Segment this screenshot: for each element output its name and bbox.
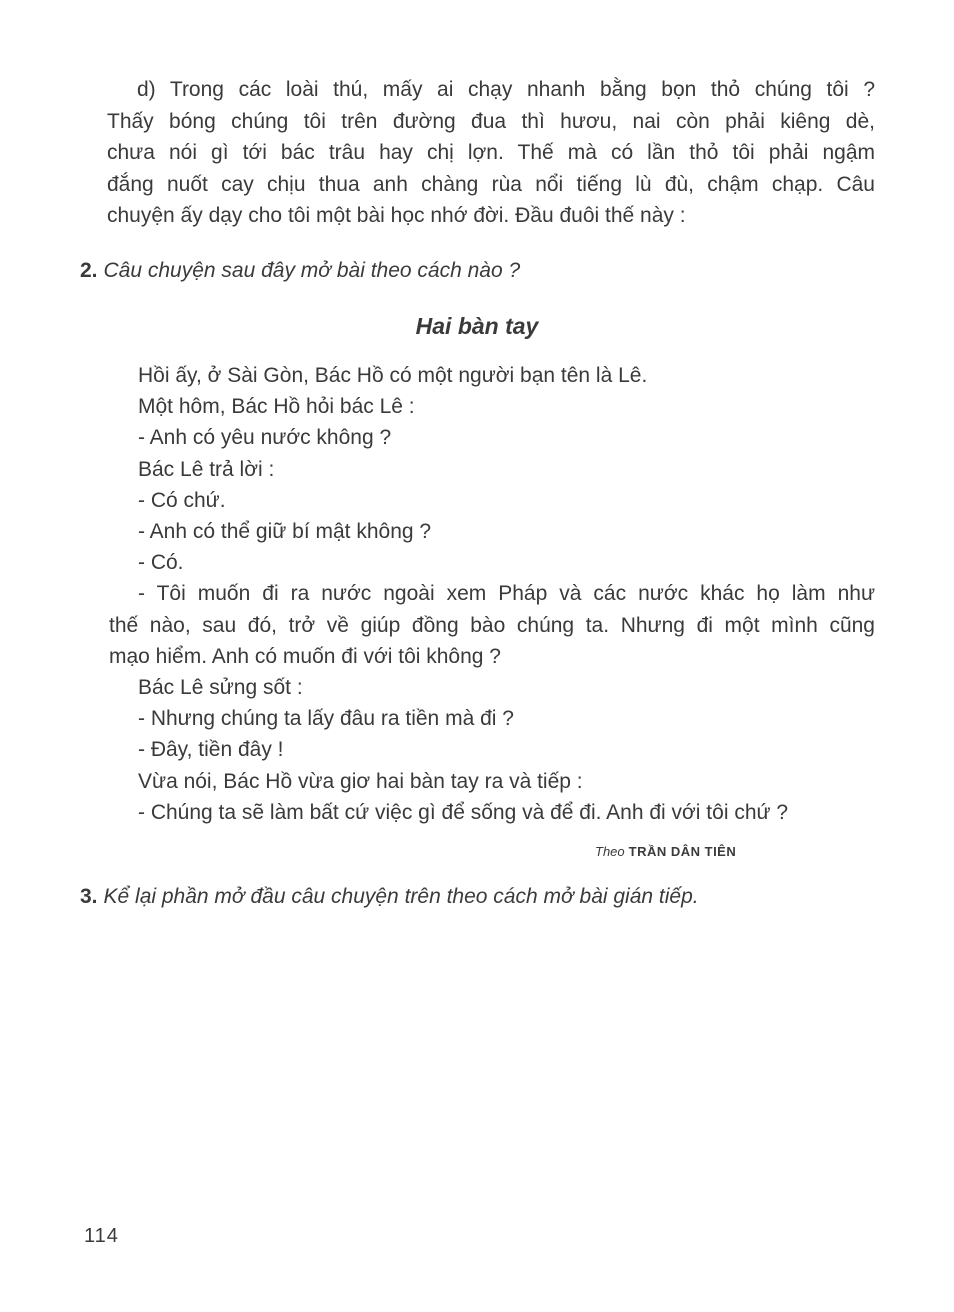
paragraph-d-line: Thấy bóng chúng tôi trên đường đua thì hươu, nai còn phải kiêng dè, [107, 109, 875, 133]
story-source [595, 842, 736, 862]
paragraph-d-line: chuyện ấy dạy cho tôi một bài học nhớ đời. Đầu đuôi thế này : [107, 204, 686, 227]
story-line: Hồi ấy, ở Sài Gòn, Bác Hồ có một người bạn tên là Lê. [138, 364, 648, 387]
question-3-text: Kể lại phần mở đầu câu chuyện trên theo cách mở bài gián tiếp. [103, 885, 699, 908]
page-number: 114 [84, 1225, 119, 1247]
story-line: - Đây, tiền đây ! [138, 738, 284, 762]
question-2-number: 2. [80, 259, 98, 282]
story-line: Vừa nói, Bác Hồ vừa giơ hai bàn tay ra và tiếp : [138, 769, 583, 793]
story-line: - Chúng ta sẽ làm bất cứ việc gì để sống và để đi. Anh đi với tôi chứ ? [138, 800, 789, 824]
story-line: - Anh có yêu nước không ? [138, 426, 392, 450]
source-author: TRẦN DÂN TIÊN [628, 844, 737, 859]
paragraph-d [107, 74, 875, 232]
question-2 [80, 256, 520, 286]
story-line: - Anh có thể giữ bí mật không ? [138, 520, 432, 544]
story-line: - Có chứ. [138, 488, 226, 512]
story-line: - Nhưng chúng ta lấy đâu ra tiền mà đi ? [138, 707, 514, 731]
story-line: mạo hiểm. Anh có muốn đi với tôi không ? [109, 644, 501, 668]
paragraph-d-line: d) Trong các loài thú, mấy ai chạy nhanh bằng bọn thỏ chúng tôi ? [137, 78, 875, 101]
question-2-text: Câu chuyện sau đây mở bài theo cách nào ? [103, 259, 521, 282]
story-title: Hai bàn tay [415, 313, 539, 339]
story-line: thế nào, sau đó, trở về giúp đồng bào chúng ta. Nhưng đi một mình cũng [109, 613, 875, 637]
story-body [109, 360, 875, 828]
question-3 [80, 882, 699, 912]
question-3-number: 3. [80, 885, 98, 908]
story-line: Một hôm, Bác Hồ hỏi bác Lê : [138, 395, 415, 419]
paragraph-d-line: chưa nói gì tới bác trâu hay chị lợn. Thế mà có lần thỏ tôi phải ngậm [107, 141, 875, 164]
paragraph-d-line: đắng nuốt cay chịu thua anh chàng rùa nổi tiếng lù đù, chậm chạp. Câu [107, 172, 875, 196]
story-line: - Có. [138, 551, 184, 575]
story-line: - Tôi muốn đi ra nước ngoài xem Pháp và các nước khác họ làm như [138, 582, 875, 606]
story-line: Bác Lê sửng sốt : [138, 676, 303, 700]
story-line: Bác Lê trả lời : [138, 457, 275, 481]
source-prefix: Theo [595, 844, 625, 859]
